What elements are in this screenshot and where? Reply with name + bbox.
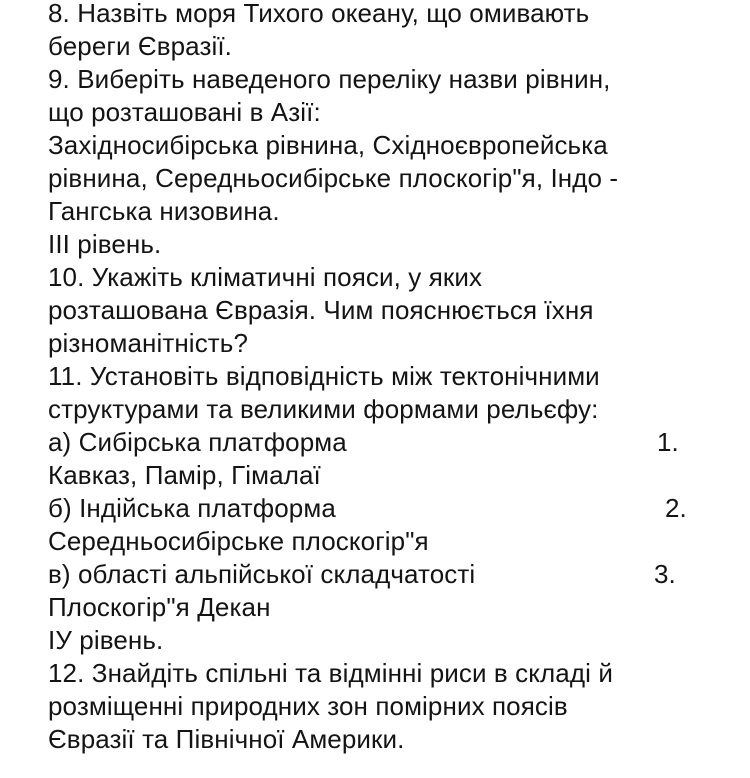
question-10-line-1: 10. Укажіть кліматичні пояси, у яких xyxy=(48,262,483,292)
match-answer-1: Кавказ, Памір, Гімалаї xyxy=(48,460,321,490)
question-8-line-2: береги Євразії. xyxy=(48,31,232,61)
plains-list-line-3: Гангська низовина. xyxy=(48,196,280,226)
question-11-line-2: структурами та великими формами рельєфу: xyxy=(48,394,599,424)
question-9-line-1: 9. Виберіть наведеного переліку назви рівнин, xyxy=(48,64,611,94)
match-number-2: 2. xyxy=(665,493,687,523)
match-answer-3: Плоскогір"я Декан xyxy=(48,592,271,622)
question-10-line-2: розташована Євразія. Чим пояснюється їхня xyxy=(48,295,594,325)
match-number-3: 3. xyxy=(654,559,676,589)
match-item-a: а) Сибірська платформа xyxy=(48,427,347,457)
question-11-line-1: 11. Установіть відповідність між тектонічними xyxy=(48,361,600,391)
match-item-c: в) області альпійської складчатості xyxy=(48,559,476,589)
question-10-line-3: різноманітність? xyxy=(48,328,249,358)
level-3-heading: ІІІ рівень. xyxy=(48,229,162,259)
question-12-line-3: Євразії та Північної Америки. xyxy=(48,724,405,754)
question-9-line-2: що розташовані в Азії: xyxy=(48,97,321,127)
match-item-b: б) Індійська платформа xyxy=(48,493,336,523)
plains-list-line-2: рівнина, Середньосибірське плоскогір"я, Індо - xyxy=(48,163,619,193)
question-8-line-1: 8. Назвіть моря Тихого океану, що омивають xyxy=(48,0,590,28)
level-4-heading: ІУ рівень. xyxy=(48,625,164,655)
question-12-line-1: 12. Знайдіть спільні та відмінні риси в складі й xyxy=(48,658,613,688)
plains-list-line-1: Західносибірська рівнина, Східноєвропейська xyxy=(48,130,608,160)
match-number-1: 1. xyxy=(657,427,679,457)
match-answer-2: Середньосибірське плоскогір"я xyxy=(48,526,429,556)
question-12-line-2: розміщенні природних зон помірних поясів xyxy=(48,691,568,721)
